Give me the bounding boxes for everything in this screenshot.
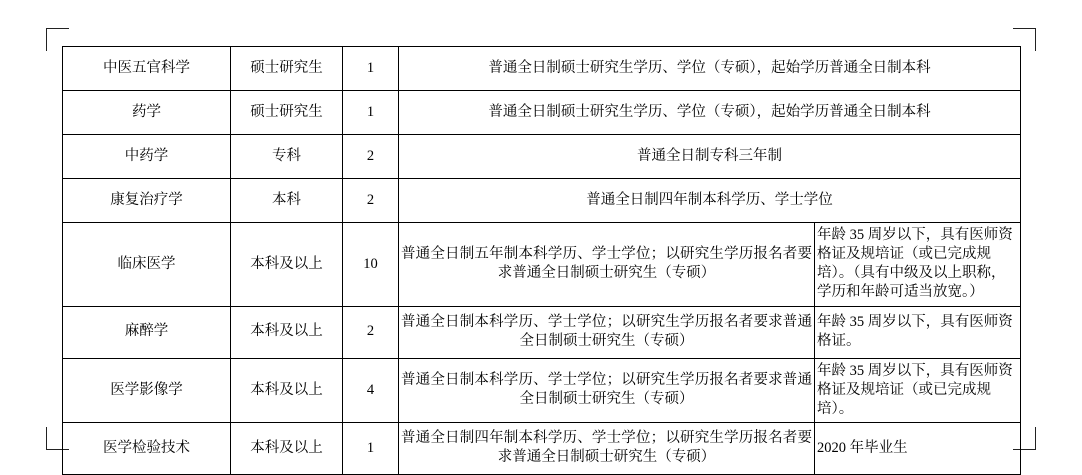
- cell-note: 2020 年毕业生: [815, 422, 1021, 474]
- cell-requirement: 普通全日制硕士研究生学历、学位（专硕），起始学历普通全日制本科: [399, 47, 1021, 91]
- cell-requirement: 普通全日制四年制本科学历、学士学位: [399, 179, 1021, 223]
- cell-count: 2: [343, 179, 399, 223]
- cell-count: 1: [343, 47, 399, 91]
- cell-requirement: 普通全日制本科学历、学士学位；以研究生学历报名者要求普通全日制硕士研究生（专硕）: [399, 358, 815, 422]
- cell-major: 药学: [63, 91, 231, 135]
- cell-count: 10: [343, 223, 399, 307]
- document-body: [62, 46, 1020, 475]
- cell-count: 1: [343, 91, 399, 135]
- cell-requirement: 普通全日制本科学历、学士学位；以研究生学历报名者要求普通全日制硕士研究生（专硕）: [399, 306, 815, 358]
- cell-degree: 本科及以上: [231, 422, 343, 474]
- table-row: [63, 179, 1021, 223]
- cell-major: 麻醉学: [63, 306, 231, 358]
- cell-degree: 本科及以上: [231, 223, 343, 307]
- table-row: [63, 223, 1021, 307]
- cell-degree: 专科: [231, 135, 343, 179]
- cell-count: 2: [343, 135, 399, 179]
- cell-requirement: 普通全日制四年制本科学历、学士学位；以研究生学历报名者要求普通全日制硕士研究生（专硕）: [399, 422, 815, 474]
- table-row: [63, 358, 1021, 422]
- cell-major: 医学影像学: [63, 358, 231, 422]
- cell-requirement: 普通全日制五年制本科学历、学士学位；以研究生学历报名者要求普通全日制硕士研究生（专硕）: [399, 223, 815, 307]
- cell-note: 年龄 35 周岁以下，具有医师资格证。: [815, 306, 1021, 358]
- cell-degree: 硕士研究生: [231, 47, 343, 91]
- cell-major: 医学检验技术: [63, 422, 231, 474]
- cell-degree: 硕士研究生: [231, 91, 343, 135]
- cell-count: 2: [343, 306, 399, 358]
- cell-degree: 本科及以上: [231, 306, 343, 358]
- table-row: [63, 91, 1021, 135]
- table-row: [63, 135, 1021, 179]
- table-row: [63, 47, 1021, 91]
- cell-major: 临床医学: [63, 223, 231, 307]
- cell-note: 年龄 35 周岁以下，具有医师资格证及规培证（或已完成规培）。: [815, 358, 1021, 422]
- cell-count: 1: [343, 422, 399, 474]
- cell-requirement: 普通全日制专科三年制: [399, 135, 1021, 179]
- recruitment-table: [62, 46, 1021, 475]
- cell-degree: 本科及以上: [231, 358, 343, 422]
- table-row: [63, 422, 1021, 474]
- cell-requirement: 普通全日制硕士研究生学历、学位（专硕），起始学历普通全日制本科: [399, 91, 1021, 135]
- cell-major: 中药学: [63, 135, 231, 179]
- cell-major: 中医五官科学: [63, 47, 231, 91]
- cell-note: 年龄 35 周岁以下，具有医师资格证及规培证（或已完成规培）。（具有中级及以上职称，学历和年龄可适当放宽。）: [815, 223, 1021, 307]
- table-row: [63, 306, 1021, 358]
- cell-degree: 本科: [231, 179, 343, 223]
- cell-major: 康复治疗学: [63, 179, 231, 223]
- cell-count: 4: [343, 358, 399, 422]
